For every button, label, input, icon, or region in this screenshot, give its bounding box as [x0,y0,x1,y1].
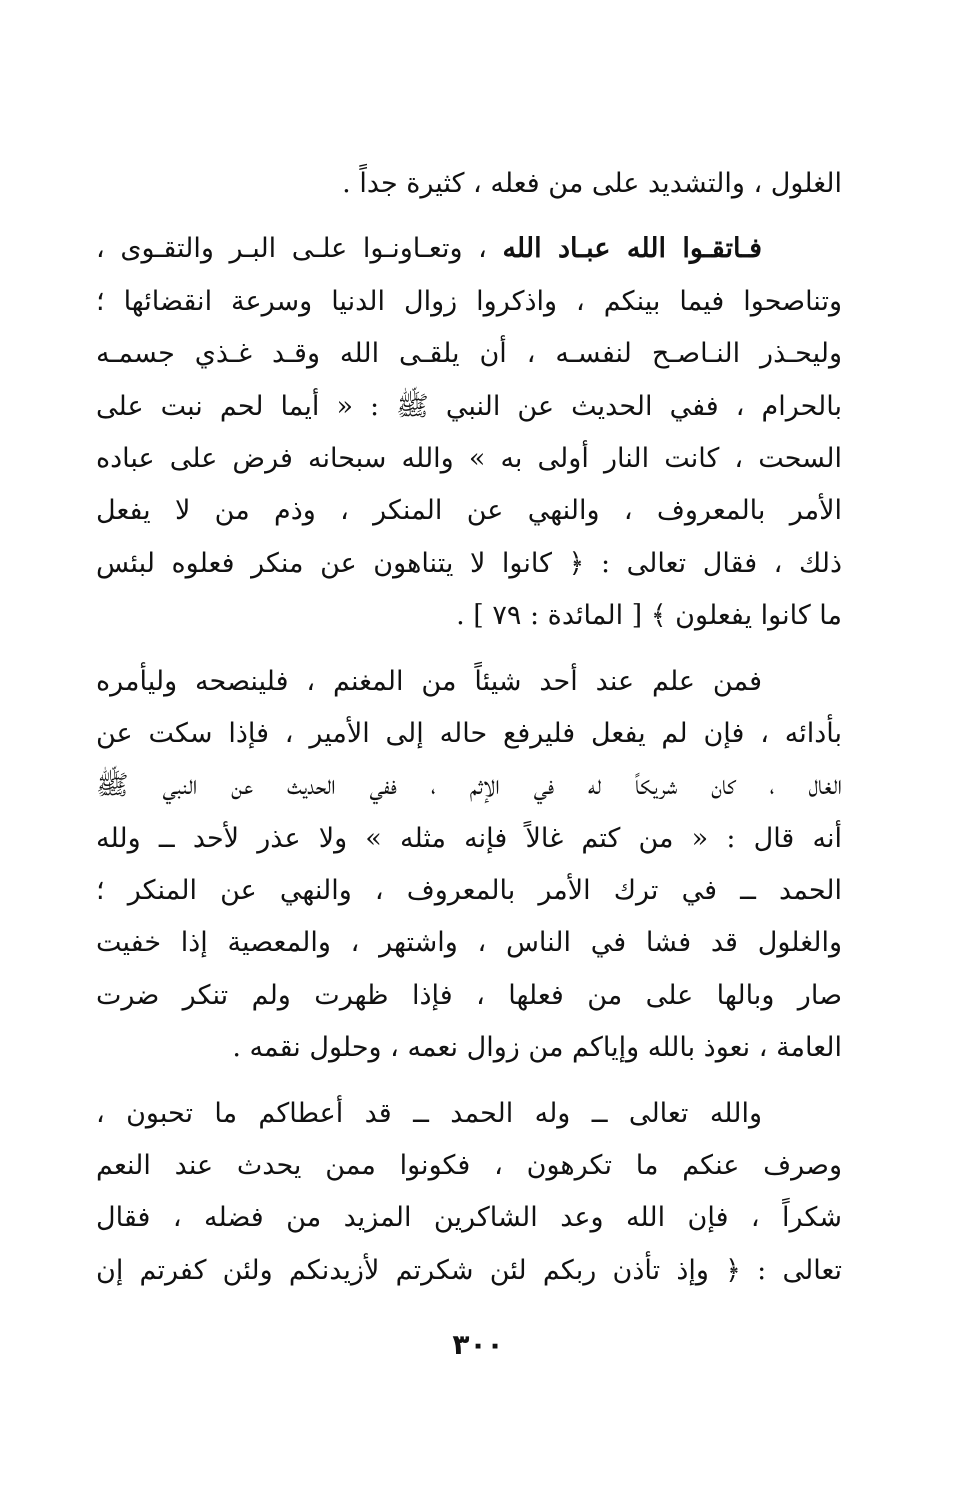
paragraph-4 [96,1088,842,1298]
text-line: صار وبالها على من فعلها ، فإذا ظهرت ولم تنكر ضرت [96,979,842,1011]
bold-lead-phrase: فـاتقـوا الله عبـاد الله [502,233,762,265]
text-line: وتناصحوا فيما بينكم ، واذكروا زوال الدنيا وسرعة انقضائها ؛ [96,285,842,317]
text-line-rest: ، وتعـاونـوا علـى البـر والتقـوى ، [96,233,503,265]
text-line: السحت ، كانت النار أولى به » والله سبحانه فرض على عباده [96,442,842,474]
page-number: ٣٠٠ [452,1328,504,1361]
page-body [96,158,842,1310]
paragraph-1 [96,158,842,210]
text-line: فمن علم عند أحد شيئاً من المغنم ، فلينصحه وليأمره [96,665,762,697]
text-line: الغلول ، والتشديد على من فعله ، كثيرة جداً . [342,168,842,199]
text-line: الغال ، كان شريكاً له في الإثم ، ففي الحديث عن النبي ﷺ [96,770,842,802]
paragraph-2 [96,223,842,642]
text-line: وليحـذر النـاصـح لنفسـه ، أن يلقـى الله وقـد غـذي جسمـه [96,338,842,370]
text-line: الحمد ــ في ترك الأمر بالمعروف ، والنهي عن المنكر ؛ [96,875,842,907]
text-line: ما كانوا يفعلون ﴾ [ المائدة : ٧٩ ] . [456,600,842,632]
text-line: تعالى : ﴿ وإذ تأذن ربكم لئن شكرتم لأزيدنكم ولئن كفرتم إن [96,1254,842,1286]
text-line: والغلول قد فشا في الناس ، واشتهر ، والمعصية إذا خفيت [96,927,842,959]
text-line: الأمر بالمعروف ، والنهي عن المنكر ، وذم من لا يفعل [96,495,842,527]
paragraph-3 [96,656,842,1075]
text-line: وصرف عنكم ما تكرهون ، فكونوا ممن يحدث عند النعم [96,1150,842,1182]
text-line: شكراً ، فإن الله وعد الشاكرين المزيد من فضله ، فقال [96,1202,842,1234]
text-line: العامة ، نعوذ بالله وإياكم من زوال نعمه ، وحلول نقمه . [232,1032,842,1064]
text-line: أنه قال : « من كتم غالاً فإنه مثله » ولا عذر لأحد ــ ولله [96,822,842,854]
text-line: بأدائه ، فإن لم يفعل فليرفع حاله إلى الأمير ، فإذا سكت عن [96,717,842,749]
text-line [96,223,842,275]
text-line: بالحرام ، ففي الحديث عن النبي ﷺ : « أيما لحم نبت على [96,390,842,422]
text-line: والله تعالى ــ وله الحمد ــ قد أعطاكم ما تحبون ، [96,1097,762,1129]
text-line: ذلك ، فقال تعالى : ﴿ كانوا لا يتناهون عن منكر فعلوه لبئس [96,547,842,579]
